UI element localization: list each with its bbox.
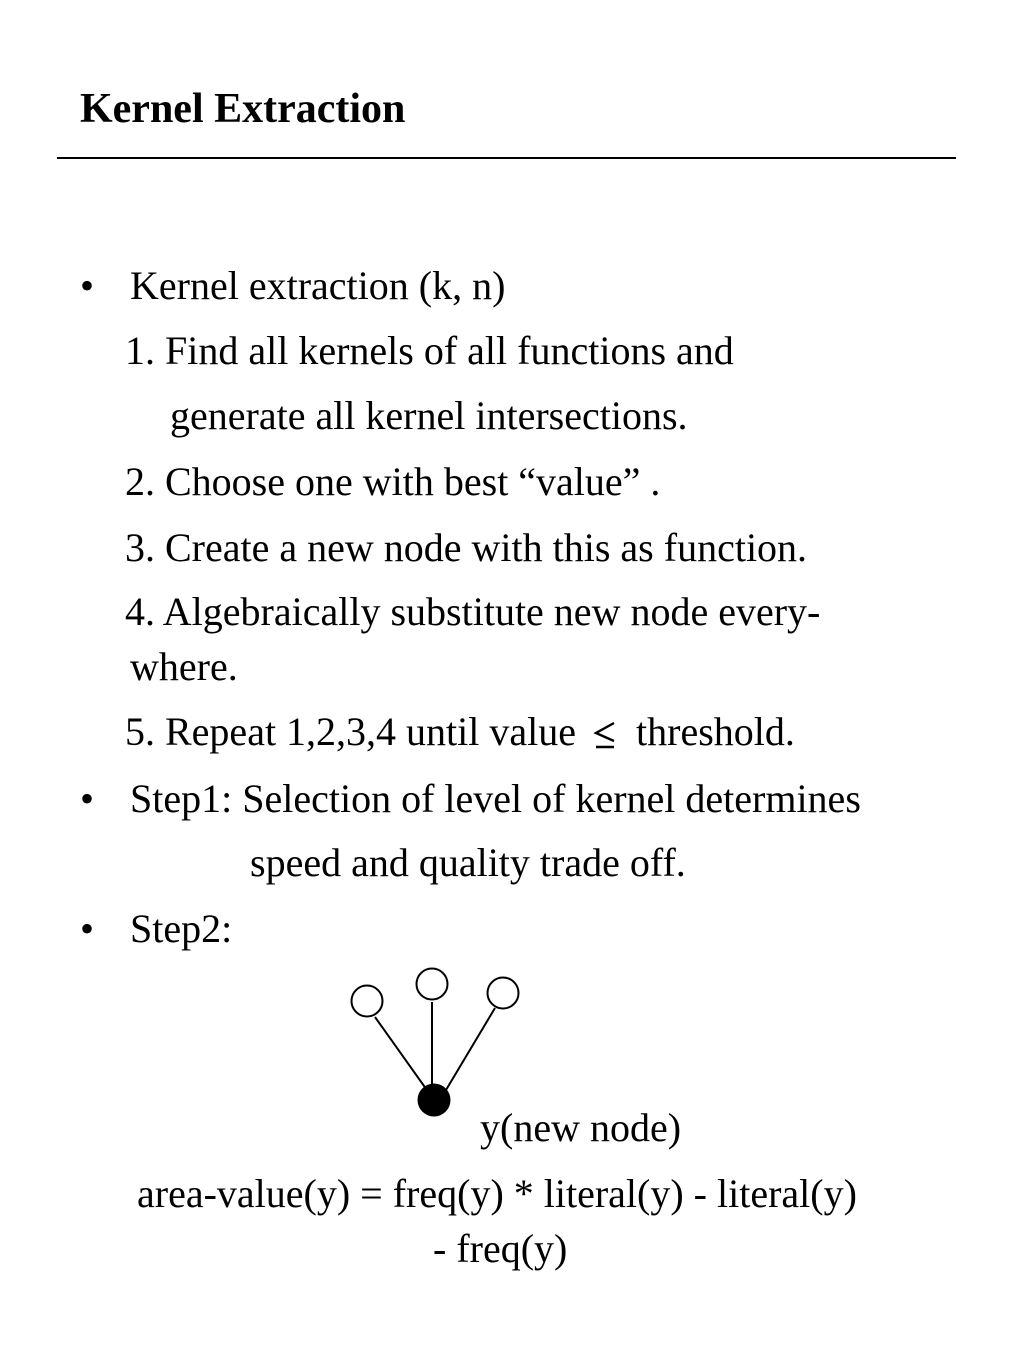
fanin-node-middle bbox=[417, 969, 448, 1000]
step-5-text-after: threshold. bbox=[636, 709, 795, 754]
bullet-marker: • bbox=[80, 263, 95, 308]
node-diagram bbox=[340, 960, 540, 1120]
leq-symbol bbox=[592, 719, 618, 749]
area-value-formula-continuation: - freq(y) bbox=[433, 1226, 568, 1271]
step-4: 4. Algebraically substitute new node every- bbox=[125, 589, 821, 634]
step-5 bbox=[125, 709, 795, 754]
step-1-continuation: generate all kernel intersections. bbox=[170, 393, 688, 438]
step-2: 2. Choose one with best “value” . bbox=[125, 459, 661, 504]
title-divider bbox=[57, 157, 956, 159]
bullet-marker: • bbox=[80, 906, 95, 951]
bullet-step1-continuation: speed and quality trade off. bbox=[250, 840, 686, 885]
bullet-kernel-extraction: Kernel extraction (k, n) bbox=[130, 263, 506, 308]
slide-title: Kernel Extraction bbox=[80, 86, 406, 132]
new-node bbox=[418, 1084, 451, 1117]
bullet-step1: Step1: Selection of level of kernel determines bbox=[130, 776, 861, 821]
step-1: 1. Find all kernels of all functions and bbox=[125, 328, 734, 373]
step-4-continuation: where. bbox=[130, 644, 238, 689]
fanin-node-right bbox=[488, 978, 519, 1009]
area-value-formula: area-value(y) = freq(y) * literal(y) - literal(y) bbox=[137, 1171, 857, 1216]
new-node-label: y(new node) bbox=[480, 1105, 682, 1150]
fanin-edge-right bbox=[440, 1008, 495, 1100]
bullet-marker: • bbox=[80, 776, 95, 821]
step-5-text-before: 5. Repeat 1,2,3,4 until value bbox=[125, 709, 577, 754]
bullet-step2: Step2: bbox=[130, 906, 233, 951]
step-3: 3. Create a new node with this as function. bbox=[125, 525, 808, 570]
fanin-node-left bbox=[352, 986, 383, 1017]
